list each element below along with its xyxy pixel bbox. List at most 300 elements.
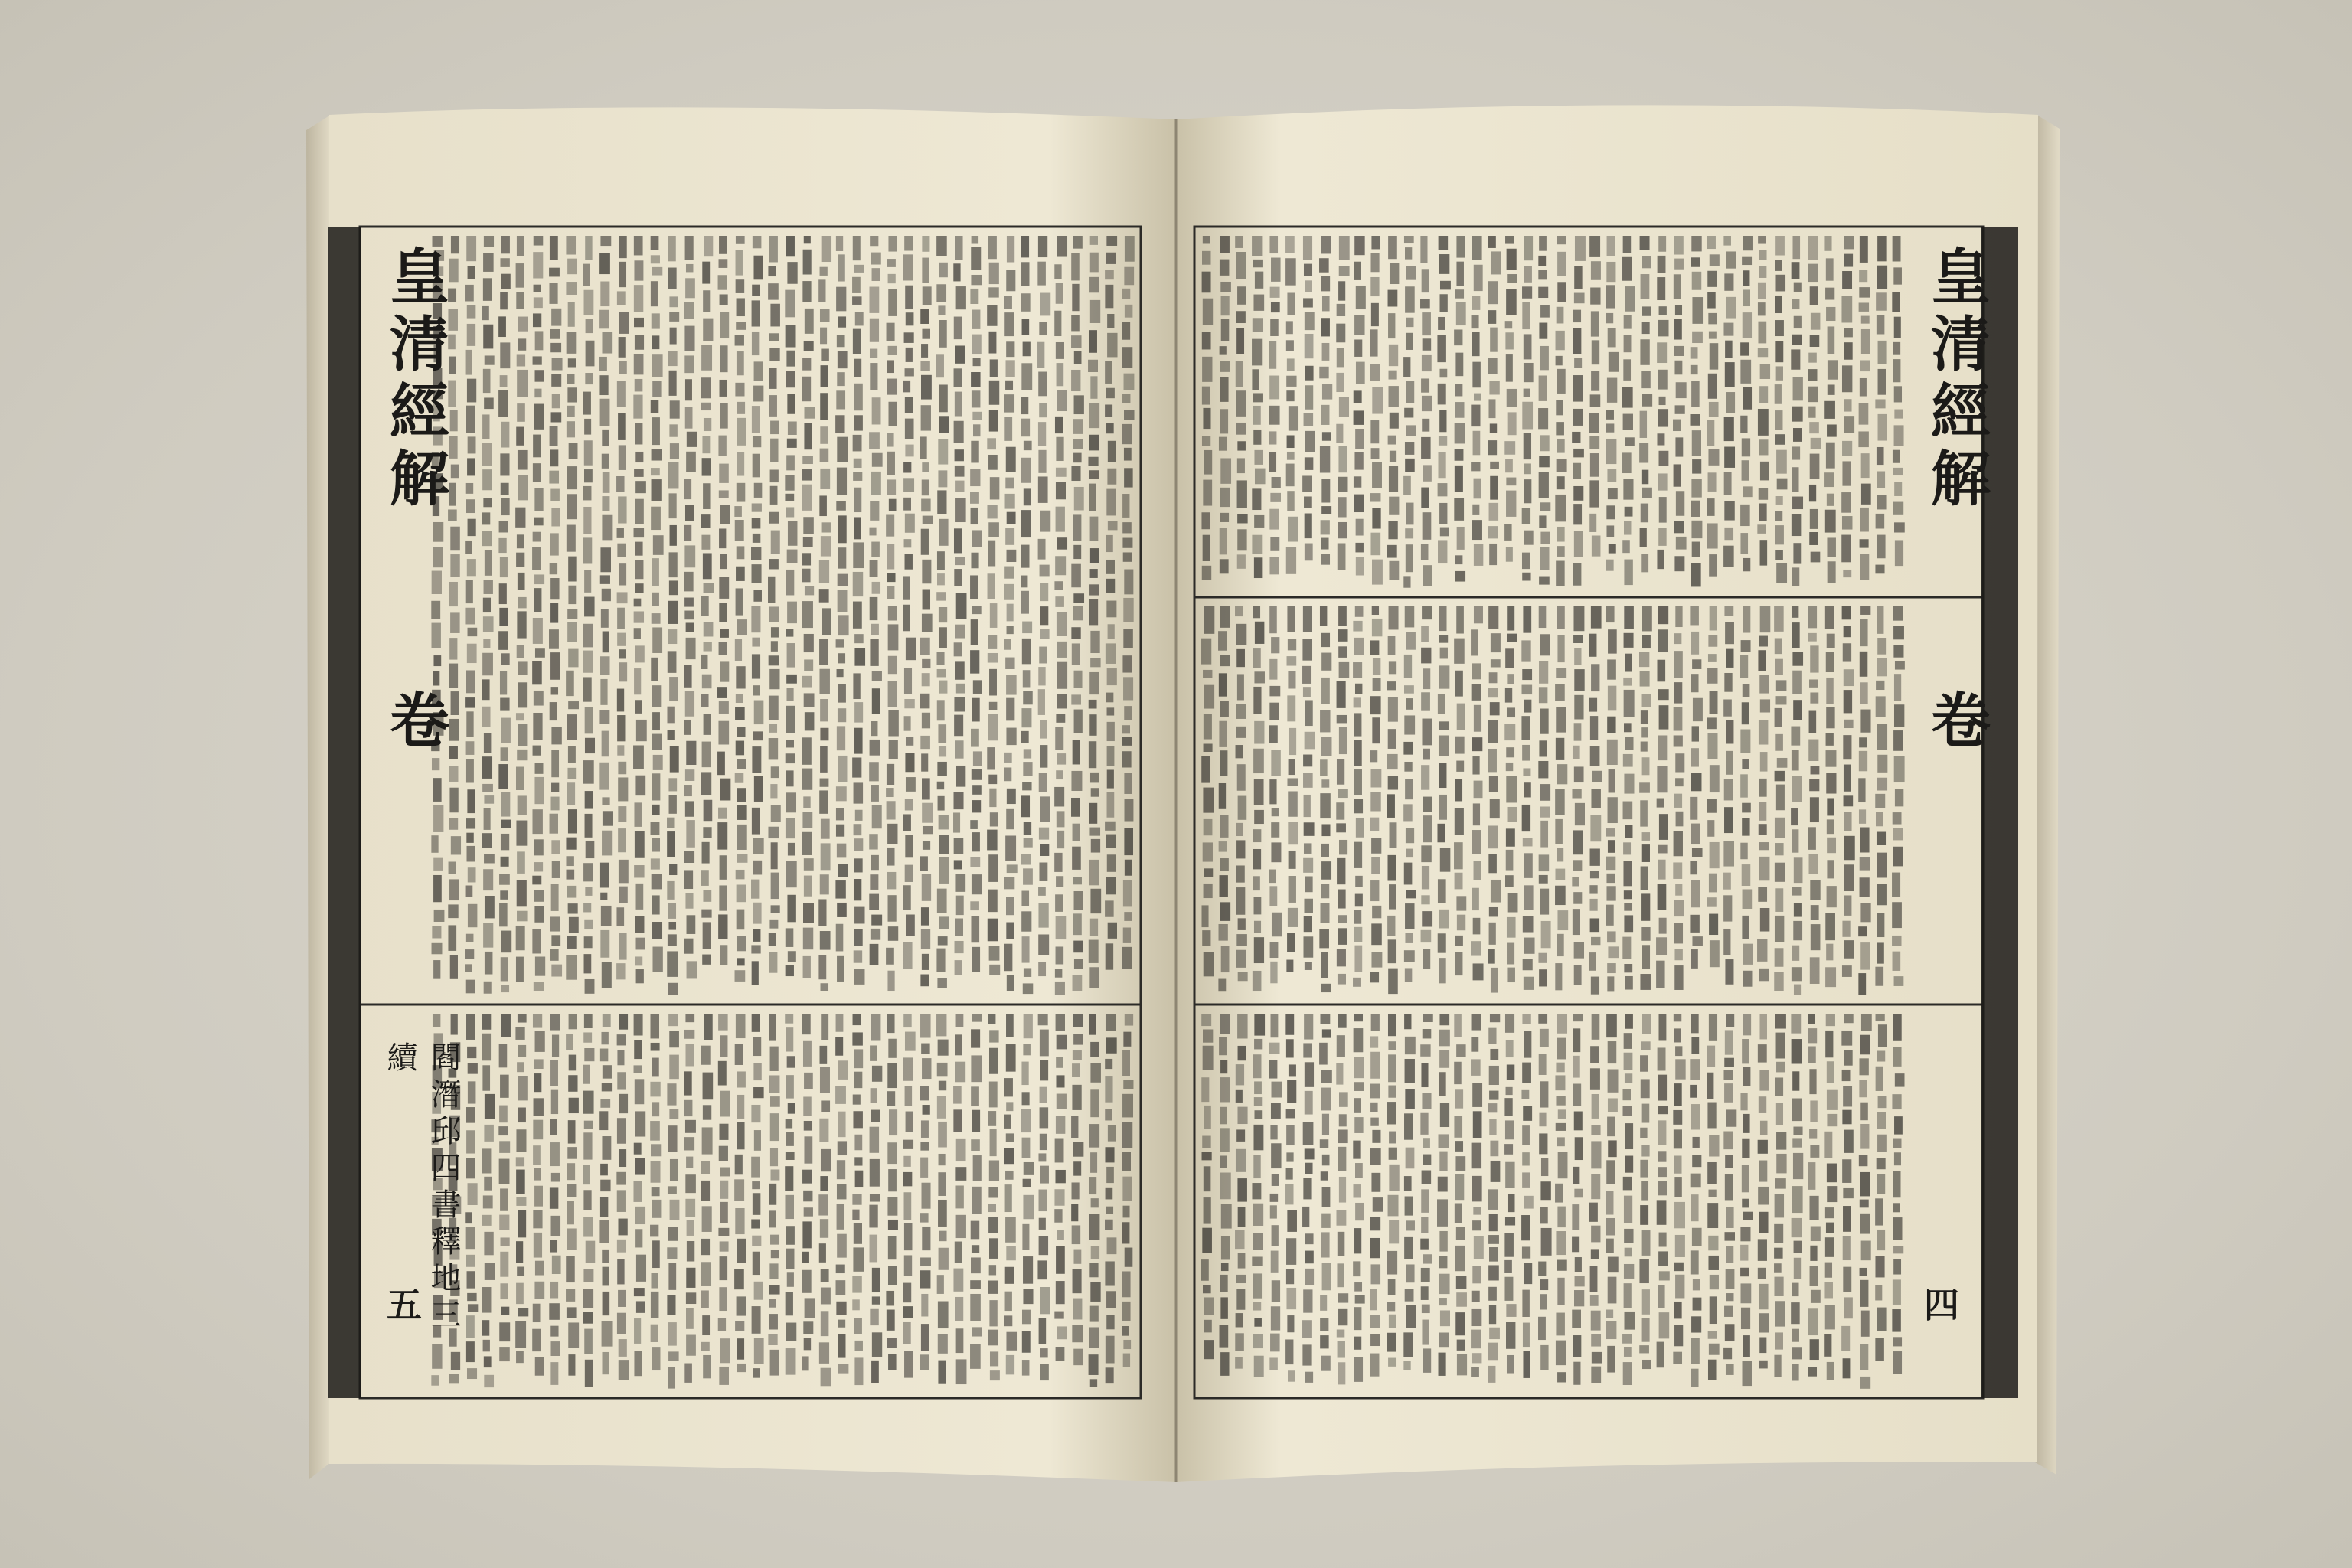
text-glyph-placeholder bbox=[1607, 963, 1616, 973]
text-glyph-placeholder bbox=[1023, 342, 1031, 357]
text-glyph-placeholder bbox=[1319, 367, 1328, 379]
text-glyph-placeholder bbox=[551, 965, 562, 977]
text-glyph-placeholder bbox=[1877, 1158, 1886, 1169]
text-glyph-placeholder bbox=[1055, 1170, 1065, 1183]
text-glyph-placeholder bbox=[922, 329, 930, 339]
text-glyph-placeholder bbox=[1220, 377, 1229, 402]
text-glyph-placeholder bbox=[718, 1228, 729, 1236]
text-glyph-placeholder bbox=[1589, 698, 1598, 712]
text-glyph-placeholder bbox=[1859, 403, 1869, 425]
text-glyph-placeholder bbox=[718, 914, 727, 939]
text-glyph-placeholder bbox=[971, 1029, 980, 1047]
text-glyph-placeholder bbox=[518, 338, 526, 350]
text-glyph-placeholder bbox=[1488, 440, 1497, 455]
text-glyph-placeholder bbox=[854, 415, 862, 430]
text-glyph-placeholder bbox=[1107, 746, 1115, 766]
text-glyph-placeholder bbox=[720, 945, 728, 965]
text-glyph-placeholder bbox=[602, 332, 612, 354]
text-glyph-placeholder bbox=[988, 1330, 998, 1346]
text-glyph-placeholder bbox=[937, 1096, 946, 1119]
text-glyph-placeholder bbox=[501, 957, 508, 981]
text-glyph-placeholder bbox=[1107, 333, 1117, 358]
text-glyph-placeholder bbox=[1860, 710, 1870, 733]
text-glyph-placeholder bbox=[652, 593, 659, 606]
text-glyph-placeholder bbox=[905, 368, 914, 376]
text-glyph-placeholder bbox=[1759, 1361, 1768, 1369]
text-glyph-placeholder bbox=[533, 809, 543, 834]
text-glyph-placeholder bbox=[1759, 779, 1766, 797]
text-glyph-placeholder bbox=[1202, 930, 1210, 946]
text-glyph-placeholder bbox=[737, 885, 746, 903]
text-glyph-placeholder bbox=[786, 1292, 793, 1315]
text-glyph-placeholder bbox=[853, 1247, 864, 1271]
text-glyph-placeholder bbox=[1321, 1356, 1331, 1371]
text-glyph-placeholder bbox=[1040, 565, 1050, 577]
text-glyph-placeholder bbox=[904, 539, 912, 547]
text-glyph-placeholder bbox=[1473, 431, 1481, 455]
text-glyph-placeholder bbox=[484, 808, 491, 830]
text-glyph-placeholder bbox=[1726, 1293, 1733, 1301]
text-glyph-placeholder bbox=[467, 379, 476, 403]
text-glyph-placeholder bbox=[1337, 348, 1344, 367]
text-glyph-placeholder bbox=[1810, 1100, 1817, 1122]
text-glyph-placeholder bbox=[1405, 286, 1415, 312]
text-glyph-placeholder bbox=[1658, 236, 1666, 252]
text-glyph-placeholder bbox=[1057, 753, 1066, 765]
text-glyph-placeholder bbox=[838, 254, 845, 281]
text-glyph-placeholder bbox=[1370, 1036, 1378, 1047]
text-glyph-placeholder bbox=[1489, 1066, 1499, 1085]
text-glyph-placeholder bbox=[1423, 1348, 1431, 1372]
text-glyph-placeholder bbox=[1056, 342, 1064, 359]
text-glyph-placeholder bbox=[1356, 557, 1364, 576]
text-glyph-placeholder bbox=[1321, 506, 1331, 514]
text-glyph-placeholder bbox=[736, 567, 745, 581]
text-glyph-placeholder bbox=[568, 903, 578, 913]
text-glyph-placeholder bbox=[1708, 449, 1719, 466]
text-glyph-placeholder bbox=[1321, 678, 1330, 704]
text-glyph-placeholder bbox=[1289, 759, 1295, 775]
text-glyph-placeholder bbox=[1624, 1033, 1632, 1049]
text-glyph-placeholder bbox=[1642, 635, 1650, 648]
text-glyph-placeholder bbox=[1674, 949, 1682, 960]
text-glyph-placeholder bbox=[769, 1298, 776, 1308]
text-glyph-placeholder bbox=[904, 699, 914, 708]
text-glyph-placeholder bbox=[719, 464, 729, 483]
text-glyph-placeholder bbox=[970, 469, 980, 486]
text-glyph-placeholder bbox=[971, 916, 979, 942]
text-glyph-placeholder bbox=[988, 1280, 998, 1293]
text-glyph-placeholder bbox=[1338, 915, 1347, 923]
text-glyph-placeholder bbox=[465, 949, 474, 959]
text-glyph-placeholder bbox=[838, 547, 846, 568]
text-glyph-placeholder bbox=[485, 355, 495, 364]
text-glyph-placeholder bbox=[685, 801, 694, 816]
text-glyph-placeholder bbox=[1125, 1248, 1133, 1267]
text-glyph-placeholder bbox=[1592, 536, 1601, 557]
text-glyph-placeholder bbox=[853, 542, 864, 568]
text-glyph-placeholder bbox=[1574, 965, 1582, 985]
text-glyph-placeholder bbox=[1658, 528, 1666, 546]
text-glyph-placeholder bbox=[889, 1109, 897, 1135]
text-glyph-placeholder bbox=[1539, 969, 1547, 986]
text-glyph-placeholder bbox=[1236, 865, 1245, 882]
text-glyph-placeholder bbox=[1288, 671, 1295, 689]
text-glyph-placeholder bbox=[1305, 1091, 1313, 1115]
text-glyph-placeholder bbox=[599, 763, 609, 790]
text-glyph-placeholder bbox=[1455, 571, 1465, 582]
text-glyph-placeholder bbox=[1707, 717, 1717, 729]
text-glyph-placeholder bbox=[1692, 430, 1701, 456]
text-glyph-placeholder bbox=[568, 809, 577, 833]
text-glyph-placeholder bbox=[1825, 1237, 1834, 1257]
text-glyph-placeholder bbox=[1623, 842, 1631, 854]
text-glyph-placeholder bbox=[938, 439, 948, 464]
text-glyph-placeholder bbox=[1674, 900, 1684, 916]
text-glyph-placeholder bbox=[1457, 704, 1465, 730]
text-glyph-placeholder bbox=[920, 1213, 929, 1222]
text-glyph-placeholder bbox=[720, 1256, 728, 1280]
text-glyph-placeholder bbox=[619, 361, 627, 374]
text-glyph-placeholder bbox=[787, 262, 797, 284]
text-glyph-placeholder bbox=[1843, 1188, 1854, 1198]
text-glyph-placeholder bbox=[1220, 559, 1229, 573]
text-glyph-placeholder bbox=[635, 452, 643, 462]
text-glyph-placeholder bbox=[1090, 631, 1099, 653]
text-glyph-placeholder bbox=[551, 508, 560, 526]
text-glyph-placeholder bbox=[751, 880, 759, 899]
text-glyph-placeholder bbox=[1607, 378, 1617, 403]
text-glyph-placeholder bbox=[1877, 1230, 1886, 1250]
text-glyph-placeholder bbox=[1321, 479, 1330, 502]
text-glyph-placeholder bbox=[1893, 828, 1903, 841]
text-glyph-placeholder bbox=[1489, 907, 1498, 916]
text-glyph-placeholder bbox=[650, 1082, 660, 1097]
text-glyph-placeholder bbox=[1253, 876, 1260, 890]
text-glyph-placeholder bbox=[1556, 1123, 1566, 1131]
text-glyph-placeholder bbox=[603, 1014, 611, 1027]
text-glyph-placeholder bbox=[819, 669, 829, 694]
text-glyph-placeholder bbox=[954, 838, 964, 854]
text-glyph-placeholder bbox=[1827, 1090, 1838, 1110]
text-glyph-placeholder bbox=[1860, 877, 1870, 897]
text-glyph-placeholder bbox=[465, 964, 472, 972]
text-glyph-placeholder bbox=[751, 547, 761, 560]
text-glyph-placeholder bbox=[1474, 705, 1481, 732]
text-glyph-placeholder bbox=[550, 949, 559, 960]
text-glyph-placeholder bbox=[1557, 635, 1564, 662]
text-glyph-placeholder bbox=[668, 1263, 676, 1290]
text-glyph-placeholder bbox=[1809, 485, 1816, 501]
text-glyph-placeholder bbox=[1320, 1139, 1328, 1148]
text-glyph-placeholder bbox=[1826, 307, 1835, 321]
text-glyph-placeholder bbox=[1622, 387, 1633, 408]
text-glyph-placeholder bbox=[1591, 789, 1600, 808]
text-glyph-placeholder bbox=[1338, 1147, 1346, 1171]
text-glyph-placeholder bbox=[1606, 313, 1613, 323]
text-glyph-placeholder bbox=[1893, 267, 1902, 284]
text-glyph-placeholder bbox=[1625, 654, 1632, 672]
text-glyph-placeholder bbox=[1321, 903, 1330, 923]
text-glyph-placeholder bbox=[1089, 700, 1097, 709]
text-glyph-placeholder bbox=[1589, 413, 1599, 433]
text-glyph-placeholder bbox=[1640, 339, 1649, 365]
text-glyph-placeholder bbox=[1590, 716, 1598, 740]
text-glyph-placeholder bbox=[1590, 815, 1601, 841]
text-glyph-placeholder bbox=[1775, 275, 1785, 292]
text-glyph-placeholder bbox=[533, 1120, 543, 1140]
text-glyph-placeholder bbox=[1659, 1271, 1670, 1280]
text-glyph-placeholder bbox=[518, 573, 525, 590]
text-glyph-placeholder bbox=[702, 436, 710, 453]
text-glyph-placeholder bbox=[752, 808, 760, 835]
text-glyph-placeholder bbox=[1089, 860, 1099, 885]
text-glyph-placeholder bbox=[754, 776, 763, 802]
text-glyph-placeholder bbox=[1757, 524, 1766, 534]
text-glyph-placeholder bbox=[701, 403, 711, 410]
text-glyph-placeholder bbox=[1024, 749, 1031, 758]
text-glyph-placeholder bbox=[1776, 1062, 1785, 1073]
text-glyph-placeholder bbox=[836, 390, 845, 409]
text-glyph-placeholder bbox=[1608, 686, 1616, 711]
text-glyph-placeholder bbox=[618, 1290, 626, 1307]
text-glyph-placeholder bbox=[1338, 629, 1348, 642]
text-glyph-placeholder bbox=[1726, 1014, 1734, 1027]
text-glyph-placeholder bbox=[720, 380, 727, 397]
text-glyph-placeholder bbox=[837, 669, 844, 677]
text-glyph-placeholder bbox=[1707, 897, 1717, 906]
text-glyph-placeholder bbox=[1692, 542, 1700, 557]
text-glyph-placeholder bbox=[1759, 488, 1768, 499]
text-glyph-placeholder bbox=[1692, 297, 1703, 324]
text-glyph-placeholder bbox=[1743, 1014, 1751, 1035]
text-glyph-placeholder bbox=[1640, 800, 1648, 826]
text-glyph-placeholder bbox=[735, 707, 745, 720]
text-glyph-placeholder bbox=[1642, 945, 1650, 969]
text-glyph-placeholder bbox=[1843, 570, 1851, 577]
text-glyph-placeholder bbox=[1090, 1089, 1099, 1117]
text-glyph-placeholder bbox=[770, 1047, 779, 1071]
text-glyph-placeholder bbox=[702, 1206, 712, 1232]
text-glyph-placeholder bbox=[1591, 1174, 1600, 1199]
text-glyph-placeholder bbox=[1877, 638, 1886, 655]
text-glyph-placeholder bbox=[468, 1081, 476, 1103]
text-glyph-placeholder bbox=[1021, 731, 1029, 743]
text-glyph-placeholder bbox=[737, 1364, 746, 1372]
text-glyph-placeholder bbox=[1219, 841, 1227, 852]
text-glyph-placeholder bbox=[685, 379, 692, 400]
text-glyph-placeholder bbox=[533, 252, 543, 278]
text-glyph-placeholder bbox=[1877, 1050, 1885, 1061]
text-glyph-placeholder bbox=[652, 773, 661, 800]
text-glyph-placeholder bbox=[1844, 864, 1854, 891]
text-glyph-placeholder bbox=[1271, 750, 1280, 776]
text-glyph-placeholder bbox=[701, 1239, 710, 1255]
text-glyph-placeholder bbox=[1236, 887, 1245, 915]
text-glyph-placeholder bbox=[804, 634, 814, 652]
text-glyph-placeholder bbox=[1843, 1236, 1851, 1260]
text-glyph-placeholder bbox=[1606, 423, 1614, 432]
text-glyph-placeholder bbox=[668, 236, 676, 261]
text-glyph-placeholder bbox=[787, 1056, 795, 1067]
text-glyph-placeholder bbox=[635, 645, 644, 662]
text-glyph-placeholder bbox=[803, 1191, 812, 1201]
text-glyph-placeholder bbox=[1690, 1059, 1700, 1080]
text-glyph-placeholder bbox=[549, 283, 557, 304]
text-glyph-placeholder bbox=[1522, 1172, 1530, 1187]
text-glyph-placeholder bbox=[903, 605, 910, 632]
text-glyph-placeholder bbox=[955, 1242, 962, 1263]
text-glyph-placeholder bbox=[1591, 371, 1599, 391]
text-glyph-placeholder bbox=[1288, 791, 1298, 816]
text-glyph-placeholder bbox=[1708, 654, 1717, 662]
text-glyph-placeholder bbox=[1540, 1279, 1548, 1290]
text-glyph-placeholder bbox=[753, 861, 762, 875]
text-glyph-placeholder bbox=[788, 421, 797, 434]
text-glyph-placeholder bbox=[601, 1032, 608, 1044]
text-glyph-placeholder bbox=[1725, 1030, 1733, 1054]
text-glyph-placeholder bbox=[1658, 1167, 1667, 1177]
text-glyph-placeholder bbox=[1844, 254, 1853, 267]
text-glyph-placeholder bbox=[1674, 1177, 1681, 1197]
text-glyph-placeholder bbox=[500, 1252, 508, 1277]
text-glyph-placeholder bbox=[904, 1351, 913, 1377]
text-glyph-placeholder bbox=[1522, 402, 1533, 430]
text-glyph-placeholder bbox=[685, 1199, 695, 1217]
text-glyph-placeholder bbox=[1107, 469, 1116, 485]
text-glyph-placeholder bbox=[1371, 1173, 1380, 1192]
text-glyph-placeholder bbox=[448, 925, 456, 951]
text-glyph-placeholder bbox=[684, 545, 695, 567]
text-glyph-placeholder bbox=[1353, 978, 1361, 987]
text-glyph-placeholder bbox=[989, 965, 1000, 975]
text-glyph-placeholder bbox=[1691, 880, 1700, 908]
text-glyph-placeholder bbox=[922, 1183, 931, 1209]
text-glyph-placeholder bbox=[954, 860, 962, 869]
text-glyph-placeholder bbox=[1303, 1178, 1311, 1199]
text-glyph-placeholder bbox=[1354, 769, 1362, 795]
text-glyph-placeholder bbox=[1254, 515, 1264, 528]
text-glyph-placeholder bbox=[1624, 315, 1632, 328]
text-glyph-placeholder bbox=[432, 926, 441, 939]
text-glyph-placeholder bbox=[1590, 918, 1599, 932]
text-glyph-placeholder bbox=[1253, 1273, 1262, 1298]
text-glyph-placeholder bbox=[1353, 1261, 1360, 1276]
text-glyph-placeholder bbox=[518, 1076, 528, 1100]
text-glyph-placeholder bbox=[500, 453, 509, 475]
text-glyph-placeholder bbox=[1221, 319, 1230, 341]
left-subtitle: 閻潛邱四書釋地三續 bbox=[382, 1041, 461, 1335]
text-glyph-placeholder bbox=[1742, 818, 1749, 836]
text-glyph-placeholder bbox=[1321, 984, 1331, 992]
text-glyph-placeholder bbox=[1106, 1315, 1114, 1330]
text-glyph-placeholder bbox=[720, 554, 727, 569]
text-glyph-placeholder bbox=[668, 629, 677, 644]
text-glyph-placeholder bbox=[769, 1014, 776, 1041]
text-glyph-placeholder bbox=[803, 1041, 812, 1067]
text-glyph-placeholder bbox=[922, 462, 929, 472]
text-glyph-placeholder bbox=[703, 827, 711, 838]
text-glyph-placeholder bbox=[1724, 501, 1734, 521]
text-glyph-placeholder bbox=[1540, 547, 1550, 570]
text-glyph-placeholder bbox=[820, 309, 830, 322]
text-glyph-placeholder bbox=[1724, 1232, 1735, 1240]
text-glyph-placeholder bbox=[1723, 1348, 1732, 1359]
text-glyph-placeholder bbox=[516, 821, 527, 846]
text-glyph-placeholder bbox=[635, 542, 642, 556]
text-glyph-placeholder bbox=[838, 316, 846, 327]
text-glyph-placeholder bbox=[936, 592, 946, 600]
text-glyph-placeholder bbox=[1556, 400, 1563, 415]
text-glyph-placeholder bbox=[1844, 1050, 1853, 1065]
text-glyph-placeholder bbox=[1073, 439, 1083, 449]
text-glyph-placeholder bbox=[566, 236, 576, 255]
text-glyph-placeholder bbox=[534, 1186, 543, 1207]
text-glyph-placeholder bbox=[669, 1031, 679, 1047]
text-glyph-placeholder bbox=[1269, 376, 1279, 400]
text-glyph-placeholder bbox=[1540, 1294, 1547, 1309]
text-glyph-placeholder bbox=[1004, 1115, 1011, 1129]
text-glyph-placeholder bbox=[1254, 1014, 1265, 1036]
text-glyph-placeholder bbox=[704, 583, 714, 593]
text-glyph-placeholder bbox=[1508, 412, 1517, 435]
text-glyph-placeholder bbox=[1491, 968, 1498, 993]
text-glyph-placeholder bbox=[1539, 687, 1547, 703]
text-glyph-placeholder bbox=[1791, 1302, 1799, 1324]
text-glyph-placeholder bbox=[971, 1257, 981, 1273]
text-glyph-placeholder bbox=[1792, 467, 1798, 492]
text-glyph-placeholder bbox=[1522, 805, 1530, 831]
text-glyph-placeholder bbox=[601, 906, 612, 926]
text-glyph-placeholder bbox=[1302, 1320, 1312, 1338]
text-glyph-placeholder bbox=[517, 911, 528, 922]
text-glyph-placeholder bbox=[1673, 862, 1682, 878]
text-glyph-placeholder bbox=[1489, 923, 1496, 945]
text-glyph-placeholder bbox=[1091, 1246, 1099, 1259]
text-glyph-placeholder bbox=[1122, 1326, 1129, 1336]
text-glyph-placeholder bbox=[1625, 976, 1633, 990]
text-glyph-placeholder bbox=[1707, 668, 1717, 683]
text-glyph-placeholder bbox=[887, 379, 897, 395]
text-glyph-placeholder bbox=[904, 1223, 913, 1250]
text-glyph-placeholder bbox=[870, 236, 878, 246]
text-glyph-placeholder bbox=[1523, 768, 1530, 776]
text-glyph-placeholder bbox=[1538, 1317, 1546, 1340]
text-glyph-placeholder bbox=[1370, 972, 1379, 983]
text-glyph-placeholder bbox=[922, 236, 929, 252]
text-glyph-placeholder bbox=[821, 1014, 828, 1040]
text-glyph-placeholder bbox=[1074, 710, 1083, 733]
text-glyph-placeholder bbox=[1591, 664, 1599, 691]
text-glyph-placeholder bbox=[1339, 266, 1350, 276]
text-glyph-placeholder bbox=[1488, 399, 1495, 418]
text-glyph-placeholder bbox=[1403, 742, 1413, 755]
text-glyph-placeholder bbox=[499, 608, 508, 626]
text-glyph-placeholder bbox=[870, 597, 878, 620]
text-glyph-placeholder bbox=[1824, 1282, 1833, 1298]
text-glyph-placeholder bbox=[921, 929, 930, 949]
text-glyph-placeholder bbox=[1286, 1238, 1296, 1265]
text-glyph-placeholder bbox=[972, 236, 979, 244]
text-glyph-placeholder bbox=[533, 1304, 541, 1322]
text-glyph-placeholder bbox=[1286, 1109, 1295, 1119]
text-glyph-placeholder bbox=[1455, 1246, 1465, 1271]
text-glyph-placeholder bbox=[770, 1096, 780, 1107]
text-glyph-placeholder bbox=[1488, 1366, 1496, 1383]
text-glyph-placeholder bbox=[1760, 752, 1768, 772]
text-glyph-placeholder bbox=[1423, 797, 1432, 812]
text-glyph-placeholder bbox=[719, 490, 729, 498]
